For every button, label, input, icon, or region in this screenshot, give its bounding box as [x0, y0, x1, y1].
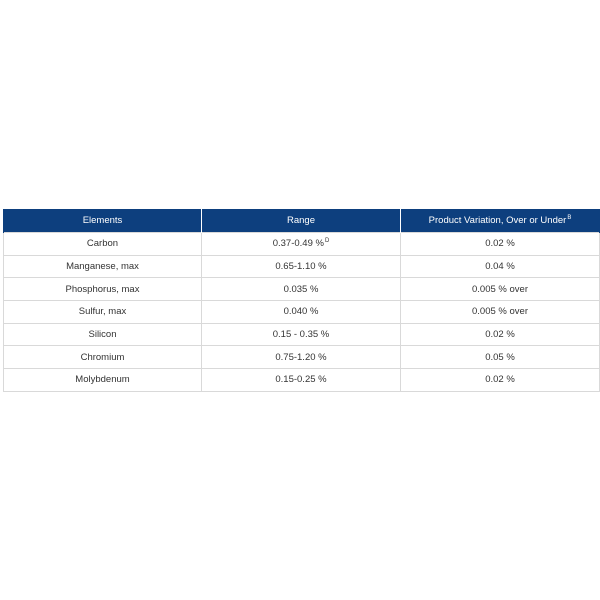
header-elements-label: Elements [82, 215, 123, 226]
header-variation [401, 209, 600, 233]
table-row [4, 323, 600, 346]
cell-variation: 0.04 % [401, 255, 600, 278]
table-row [4, 369, 600, 392]
cell-element: Molybdenum [4, 369, 202, 392]
table-row [4, 278, 600, 301]
cell-variation: 0.005 % over [401, 278, 600, 301]
cell-range-footnote: D [324, 238, 330, 245]
cell-variation: 0.02 % [401, 369, 600, 392]
cell-element: Manganese, max [4, 255, 202, 278]
cell-element: Carbon [4, 233, 202, 256]
cell-range: 0.15-0.25 % [202, 369, 401, 392]
chemical-composition-table [3, 209, 600, 392]
cell-element: Silicon [4, 323, 202, 346]
cell-element: Phosphorus, max [4, 278, 202, 301]
cell-variation: 0.005 % over [401, 301, 600, 324]
table-header [4, 209, 600, 233]
cell-range: 0.15 - 0.35 % [202, 323, 401, 346]
header-row [4, 209, 600, 233]
header-variation-footnote: B [567, 215, 572, 221]
table-body [4, 233, 600, 392]
cell-variation: 0.05 % [401, 346, 600, 369]
table-row [4, 346, 600, 369]
header-variation-label: Product Variation, Over or Under [428, 215, 567, 226]
cell-element: Chromium [4, 346, 202, 369]
header-elements [4, 209, 202, 233]
cell-variation: 0.02 % [401, 233, 600, 256]
header-range [202, 209, 401, 233]
cell-range: 0.040 % [202, 301, 401, 324]
cell-variation: 0.02 % [401, 323, 600, 346]
cell-range-value: 0.37-0.49 % [272, 238, 324, 250]
cell-element: Sulfur, max [4, 301, 202, 324]
table-row [4, 233, 600, 256]
table-row [4, 301, 600, 324]
header-range-label: Range [287, 215, 315, 226]
cell-range [202, 233, 401, 256]
table-row [4, 255, 600, 278]
cell-range: 0.65-1.10 % [202, 255, 401, 278]
cell-range: 0.035 % [202, 278, 401, 301]
cell-range: 0.75-1.20 % [202, 346, 401, 369]
